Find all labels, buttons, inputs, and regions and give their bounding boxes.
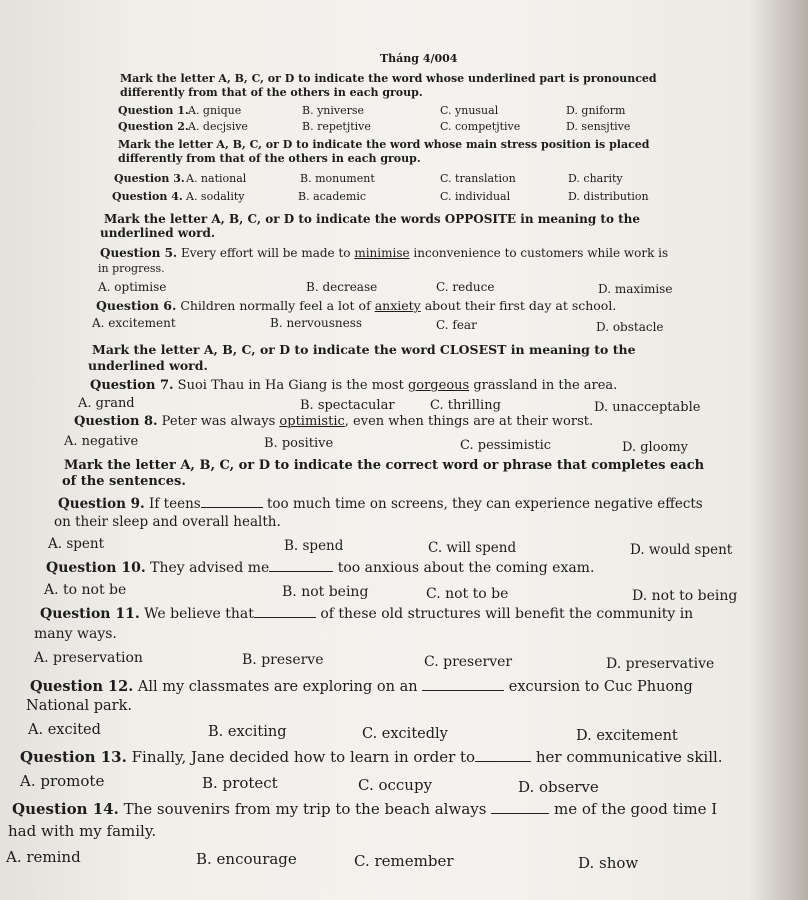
q9-stem-after: too much time on screens, they can experience negative effects [267,496,703,512]
question-8-stem [74,414,593,429]
q2-option-a[interactable]: A. decjsive [188,120,248,133]
q7-option-a[interactable]: A. grand [78,396,135,411]
q13-answer-blank[interactable] [475,761,531,762]
q6-underlined-word: anxiety [374,298,421,313]
q9-option-a[interactable]: A. spent [48,536,105,552]
q5-underlined-word: minimise [354,246,410,260]
question-5-label: Question 5. [100,246,178,260]
question-2-label: Question 2. [118,120,189,133]
q4-option-d[interactable]: D. distribution [568,190,649,203]
question-11-stem [40,606,693,622]
page-header: Tháng 4/004 [380,52,458,65]
q12-stem-cont: National park. [26,698,133,714]
question-7-label: Question 7. [90,378,174,393]
q11-stem-after: of these old structures will benefit the community in [320,606,694,622]
section4-instruction: Mark the letter A, B, C, or D to indicate the word CLOSEST in meaning to the [92,342,636,357]
q3-option-c[interactable]: C. translation [440,172,516,185]
section4-instruction-cont: underlined word. [88,358,208,373]
q2-option-d[interactable]: D. sensjtive [566,120,631,133]
section3-instruction-cont: underlined word. [100,226,216,240]
q12-stem-before: All my classmates are exploring on an [137,679,418,695]
q11-option-b[interactable]: B. preserve [242,652,324,668]
q7-option-d[interactable]: D. unacceptable [594,400,701,415]
q7-stem-before: Suoi Thau in Ha Giang is the most [177,378,408,393]
q14-option-b[interactable]: B. encourage [196,850,297,868]
q3-option-a[interactable]: A. national [186,172,247,185]
question-6-label: Question 6. [96,298,177,313]
q4-option-b[interactable]: B. academic [298,190,367,203]
q4-option-a[interactable]: A. sodality [186,190,245,203]
question-6-stem [96,298,616,313]
q12-option-c[interactable]: C. excitedly [362,726,448,742]
q6-option-d[interactable]: D. obstacle [596,320,664,334]
q11-stem-before: We believe that [144,606,254,622]
question-1-label: Question 1. [118,104,189,117]
q8-option-b[interactable]: B. positive [264,436,334,451]
q7-underlined-word: gorgeous [407,378,470,393]
question-5-stem [100,246,668,260]
q13-option-a[interactable]: A. promote [20,772,105,790]
q13-option-b[interactable]: B. protect [202,774,278,792]
q13-option-c[interactable]: C. occupy [358,776,433,794]
q12-stem-after: excursion to Cuc Phuong [508,679,693,695]
q14-option-a[interactable]: A. remind [6,848,81,866]
q10-option-c[interactable]: C. not to be [426,586,509,602]
q8-underlined-word: optimistic [279,414,345,429]
q6-option-c[interactable]: C. fear [436,318,477,332]
q3-option-d[interactable]: D. charity [568,172,623,185]
question-14-stem [12,800,717,818]
section5-instruction: Mark the letter A, B, C, or D to indicate the correct word or phrase that completes each [64,458,705,473]
q12-answer-blank[interactable] [422,690,504,691]
q5-option-c[interactable]: C. reduce [436,280,495,294]
q11-option-a[interactable]: A. preservation [34,650,143,666]
q6-option-b[interactable]: B. nervousness [270,316,363,330]
q4-option-c[interactable]: C. individual [440,190,511,203]
q9-option-c[interactable]: C. will spend [428,540,517,556]
question-8-label: Question 8. [74,414,158,429]
question-13-label: Question 13. [20,748,127,766]
q5-option-d[interactable]: D. maximise [598,282,673,296]
question-3-label: Question 3. [114,172,185,185]
q8-stem-after: , even when things are at their worst. [344,414,594,429]
q2-option-b[interactable]: B. repetjtive [302,120,371,133]
q10-option-d[interactable]: D. not to being [632,588,738,604]
question-12-stem [30,678,693,695]
question-4-label: Question 4. [112,190,183,203]
q8-option-a[interactable]: A. negative [64,434,139,449]
q5-stem-cont: in progress. [98,262,165,275]
section2-instruction: Mark the letter A, B, C, or D to indicate the word whose main stress position is placed [118,138,650,151]
section1-instruction: Mark the letter A, B, C, or D to indicate the word whose underlined part is pronounced [120,72,657,85]
q14-answer-blank[interactable] [491,813,549,814]
q8-stem-before: Peter was always [161,414,280,429]
question-13-stem [20,748,723,766]
question-11-label: Question 11. [40,606,140,622]
q12-option-a[interactable]: A. excited [28,722,101,738]
q8-option-d[interactable]: D. gloomy [622,440,689,455]
q14-stem-before: The souvenirs from my trip to the beach always [123,800,487,818]
q12-option-b[interactable]: B. exciting [208,724,287,740]
q10-stem-after: too anxious about the coming exam. [337,560,595,576]
q7-stem-after: grassland in the area. [469,378,618,393]
section1-instruction-cont: differently from that of the others in each group. [120,86,423,99]
q2-option-c[interactable]: C. competjtive [440,120,521,133]
q3-option-b[interactable]: B. monument [300,172,375,185]
q8-option-c[interactable]: C. pessimistic [460,438,552,453]
question-14-label: Question 14. [12,800,119,818]
q14-stem-cont: had with my family. [8,822,157,840]
question-12-label: Question 12. [30,678,134,695]
q13-option-d[interactable]: D. observe [518,778,599,796]
q5-option-b[interactable]: B. decrease [306,280,378,294]
q13-stem-after: her communicative skill. [535,748,723,766]
page-edge-shadow [748,0,808,900]
section5-instruction-cont: of the sentences. [62,474,186,489]
q14-option-d[interactable]: D. show [578,854,639,872]
q1-option-b[interactable]: B. yniverse [302,104,365,117]
q7-option-b[interactable]: B. spectacular [300,398,395,413]
section3-instruction: Mark the letter A, B, C, or D to indicate the words OPPOSITE in meaning to the [104,212,641,226]
question-7-stem [90,378,617,393]
q14-option-c[interactable]: C. remember [354,852,454,870]
q7-option-c[interactable]: C. thrilling [430,398,501,413]
q10-answer-blank[interactable] [269,571,333,572]
q14-stem-after: me of the good time I [554,800,718,818]
q10-option-b[interactable]: B. not being [282,584,369,600]
q6-stem-after: about their first day at school. [420,298,617,313]
q5-stem-before: Every effort will be made to [180,246,355,260]
q10-option-a[interactable]: A. to not be [44,582,127,598]
q5-option-a[interactable]: A. optimise [98,280,167,294]
q12-option-d[interactable]: D. excitement [576,728,678,744]
q9-stem-before: If teens [149,496,201,512]
q13-stem-before: Finally, Jane decided how to learn in order to [131,748,476,766]
q1-option-c[interactable]: C. ynusual [440,104,499,117]
question-9-stem [58,496,703,512]
q11-option-c[interactable]: C. preserver [424,654,513,670]
q10-stem-before: They advised me [150,560,270,576]
q6-stem-before: Children normally feel a lot of [180,298,375,313]
q11-option-d[interactable]: D. preservative [606,656,715,672]
question-10-label: Question 10. [46,560,146,576]
question-10-stem [46,560,594,576]
q11-stem-cont: many ways. [34,626,117,642]
q5-stem-after: inconvenience to customers while work is [409,246,669,260]
q1-option-a[interactable]: A. gnique [188,104,242,117]
q9-option-d[interactable]: D. would spent [630,542,733,558]
q9-answer-blank[interactable] [201,507,263,508]
q6-option-a[interactable]: A. excitement [92,316,176,330]
question-9-label: Question 9. [58,496,145,512]
q9-stem-cont: on their sleep and overall health. [54,514,281,530]
q11-answer-blank[interactable] [254,617,316,618]
q1-option-d[interactable]: D. gniform [566,104,626,117]
q9-option-b[interactable]: B. spend [284,538,344,554]
section2-instruction-cont: differently from that of the others in each group. [118,152,421,165]
